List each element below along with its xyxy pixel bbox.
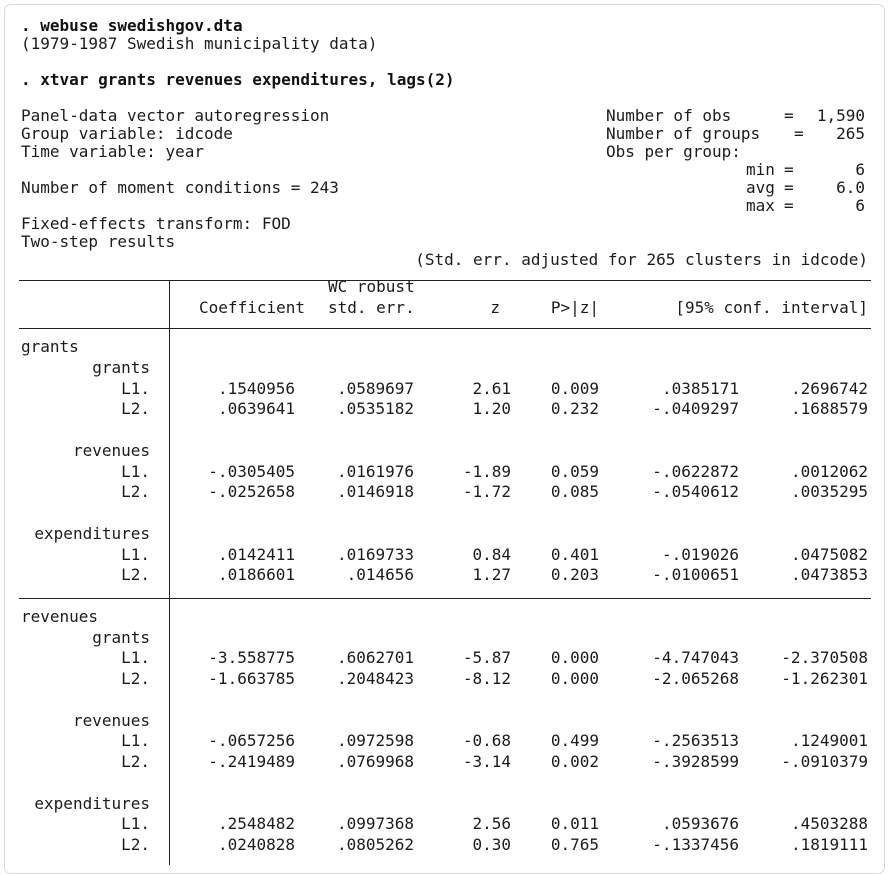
ci-lower-value: -.0540612 xyxy=(652,482,739,502)
z-value: 0.84 xyxy=(472,544,511,564)
z-value: -3.14 xyxy=(462,752,511,771)
stat-value-min: 6 xyxy=(855,160,865,179)
ci-upper-value: -2.370508 xyxy=(781,648,868,668)
stat-label-min: min xyxy=(746,160,775,179)
ci-lower-value: -.019026 xyxy=(661,544,739,564)
coefficient-value: .0240828 xyxy=(217,835,295,854)
stat-equals: = xyxy=(784,196,794,215)
ci-lower-value: -.0622872 xyxy=(652,461,739,481)
lag-label: L2. xyxy=(121,669,150,688)
ci-lower-value: .0593676 xyxy=(661,814,739,834)
command-prompt: . xyxy=(21,16,31,35)
equation-separator-rule xyxy=(19,598,871,599)
stat-value-max: 6 xyxy=(855,196,865,215)
ci-upper-value: .1819111 xyxy=(790,835,868,854)
variable-name: expenditures xyxy=(34,793,150,813)
coefficient-value: -1.663785 xyxy=(208,669,295,688)
stat-label-obs-per-group: Obs per group: xyxy=(606,142,741,161)
moment-conditions: Number of moment conditions = 243 xyxy=(21,178,339,197)
ci-upper-value: .2696742 xyxy=(790,378,868,398)
ci-lower-value: -4.747043 xyxy=(652,648,739,668)
command-prompt: . xyxy=(21,70,31,89)
stat-value-avg: 6.0 xyxy=(836,178,865,197)
p-value: 0.203 xyxy=(550,565,599,585)
lag-label: L1. xyxy=(121,731,150,751)
coefficient-value: -.0305405 xyxy=(208,461,295,481)
ci-upper-value: .1249001 xyxy=(790,731,868,751)
header-std-err: std. err. xyxy=(328,298,415,317)
coefficient-value: .0186601 xyxy=(217,565,295,585)
ci-lower-value: -.3928599 xyxy=(652,752,739,771)
table-column-divider xyxy=(169,280,170,865)
std-err-value: .6062701 xyxy=(336,648,414,668)
ci-upper-value: .4503288 xyxy=(790,814,868,834)
lag-label: L2. xyxy=(121,565,150,585)
equation-name: grants xyxy=(21,337,79,356)
ci-lower-value: .0385171 xyxy=(661,378,739,398)
std-err-value: .0535182 xyxy=(336,399,414,419)
p-value: 0.232 xyxy=(550,399,599,419)
std-err-value: .014656 xyxy=(346,565,414,585)
equation-name: revenues xyxy=(21,606,99,626)
coefficient-value: .2548482 xyxy=(217,814,295,834)
std-err-value: .0161976 xyxy=(336,461,414,481)
command-text: webuse swedishgov.dta xyxy=(40,16,243,35)
ci-lower-value: -2.065268 xyxy=(652,669,739,688)
ci-upper-value: .0473853 xyxy=(790,565,868,585)
lag-label: L1. xyxy=(121,378,150,398)
time-variable: Time variable: year xyxy=(21,142,205,161)
stat-equals: = xyxy=(784,178,794,197)
std-err-value: .0997368 xyxy=(336,814,414,834)
z-value: 0.30 xyxy=(472,835,511,854)
std-err-value: .0589697 xyxy=(336,378,414,398)
ci-upper-value: -.0910379 xyxy=(781,752,868,771)
model-title: Panel-data vector autoregression xyxy=(21,106,330,125)
z-value: -1.89 xyxy=(462,461,511,481)
ci-upper-value: .0012062 xyxy=(790,461,868,481)
stat-equals: = xyxy=(794,124,804,143)
ci-upper-value: .1688579 xyxy=(790,399,868,419)
std-err-value: .0169733 xyxy=(336,544,414,564)
p-value: 0.765 xyxy=(550,835,599,854)
stat-equals: = xyxy=(784,106,794,125)
z-value: 1.27 xyxy=(472,565,511,585)
stat-value-obs: 1,590 xyxy=(816,106,865,125)
std-err-value: .0146918 xyxy=(336,482,414,502)
z-value: -0.68 xyxy=(462,731,511,751)
coefficient-value: -.2419489 xyxy=(208,752,295,771)
coefficient-value: .1540956 xyxy=(217,378,295,398)
ci-upper-value: .0035295 xyxy=(790,482,868,502)
stat-label-avg: avg xyxy=(746,178,775,197)
estimation-info: Two-step results xyxy=(21,232,176,251)
header-rule xyxy=(19,328,871,329)
coefficient-value: -3.558775 xyxy=(208,648,295,668)
command-line-webuse xyxy=(21,17,243,35)
ci-lower-value: -.0409297 xyxy=(652,399,739,419)
lag-label: L2. xyxy=(121,752,150,771)
std-err-value: .0805262 xyxy=(336,835,414,854)
p-value: 0.011 xyxy=(550,814,599,834)
header-conf-interval: [95% conf. interval] xyxy=(675,298,868,317)
lag-label: L2. xyxy=(121,399,150,419)
transform-info: Fixed-effects transform: FOD xyxy=(21,214,291,233)
header-coefficient: Coefficient xyxy=(199,298,305,317)
variable-name: revenues xyxy=(72,440,150,460)
lag-label: L2. xyxy=(121,482,150,502)
p-value: 0.401 xyxy=(550,544,599,564)
header-z: z xyxy=(490,298,500,317)
table-top-rule xyxy=(19,280,871,281)
ci-lower-value: -.1337456 xyxy=(652,835,739,854)
coefficient-value: -.0252658 xyxy=(208,482,295,502)
command-text: xtvar grants revenues expenditures, lags(2) xyxy=(40,70,455,89)
stat-equals: = xyxy=(784,160,794,179)
stat-label-obs: Number of obs xyxy=(606,106,732,125)
dataset-note: (1979-1987 Swedish municipality data) xyxy=(21,34,378,53)
group-variable: Group variable: idcode xyxy=(21,124,233,143)
ci-lower-value: -.2563513 xyxy=(652,731,739,751)
p-value: 0.000 xyxy=(550,648,599,668)
variable-name: grants xyxy=(92,357,150,377)
header-se-top: WC robust xyxy=(328,277,415,296)
coefficient-value: -.0657256 xyxy=(208,731,295,751)
p-value: 0.085 xyxy=(550,482,599,502)
p-value: 0.059 xyxy=(550,461,599,481)
coefficient-value: .0142411 xyxy=(217,544,295,564)
ci-lower-value: -.0100651 xyxy=(652,565,739,585)
z-value: -5.87 xyxy=(462,648,511,668)
p-value: 0.000 xyxy=(550,669,599,688)
variable-name: grants xyxy=(92,627,150,647)
header-p-value: P>|z| xyxy=(550,298,599,317)
std-err-note: (Std. err. adjusted for 265 clusters in idcode) xyxy=(415,250,868,269)
z-value: -8.12 xyxy=(462,669,511,688)
command-line-xtvar xyxy=(21,71,455,89)
lag-label: L1. xyxy=(121,648,150,668)
p-value: 0.499 xyxy=(550,731,599,751)
z-value: 2.61 xyxy=(472,378,511,398)
stat-label-max: max xyxy=(746,196,775,215)
std-err-value: .0972598 xyxy=(336,731,414,751)
lag-label: L1. xyxy=(121,814,150,834)
p-value: 0.009 xyxy=(550,378,599,398)
lag-label: L2. xyxy=(121,835,150,854)
variable-name: revenues xyxy=(72,710,150,730)
lag-label: L1. xyxy=(121,544,150,564)
coefficient-value: .0639641 xyxy=(217,399,295,419)
ci-upper-value: .0475082 xyxy=(790,544,868,564)
p-value: 0.002 xyxy=(550,752,599,771)
lag-label: L1. xyxy=(121,461,150,481)
stat-label-groups: Number of groups xyxy=(606,124,761,143)
std-err-value: .2048423 xyxy=(336,669,414,688)
z-value: 2.56 xyxy=(472,814,511,834)
z-value: -1.72 xyxy=(462,482,511,502)
ci-upper-value: -1.262301 xyxy=(781,669,868,688)
variable-name: expenditures xyxy=(34,523,150,543)
stat-value-groups: 265 xyxy=(836,124,865,143)
z-value: 1.20 xyxy=(472,399,511,419)
std-err-value: .0769968 xyxy=(336,752,414,771)
